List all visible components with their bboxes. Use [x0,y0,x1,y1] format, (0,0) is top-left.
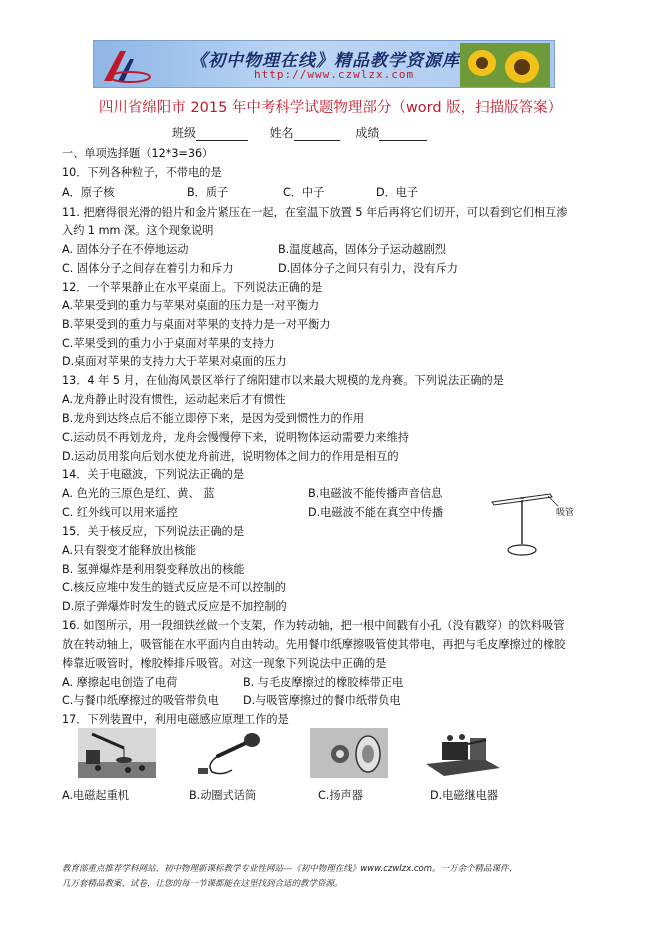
footer-line2: 几万套精品教案、试卷，让您的每一节课都能在这里找到合适的教学资源。 [62,879,343,889]
q10-option-c: C．中子 [283,186,325,199]
q10-option-a: A．原子核 [62,186,115,199]
moving-coil-microphone-image [192,728,272,778]
q11-stem-line2: 入约 1 mm 深。这个现象说明 [62,224,214,237]
q11-option-d: D.固体分子之间只有引力，没有斥力 [278,262,458,275]
q14-option-c: C. 红外线可以用来遥控 [62,506,178,519]
q16-option-c: C.与餐巾纸摩擦过的吸管带负电 [62,694,219,707]
q17-option-b: B.动圈式话筒 [189,789,257,802]
q14-option-d: D.电磁波不能在真空中传播 [308,506,444,519]
student-info-line [172,124,427,141]
q12-option-c: C.苹果受到的重力小于桌面对苹果的支持力 [62,337,275,350]
q13-option-d: D.运动员用浆向后划水使龙舟前进，说明物体之间力的作用是相互的 [62,450,399,463]
class-blank [196,128,248,141]
q11-option-b: B.温度越高，固体分子运动越剧烈 [278,243,446,256]
name-blank [294,128,340,141]
straw-figure-label: 吸管 [556,508,575,518]
q13-option-c: C.运动员不再划龙舟，龙舟会慢慢停下来，说明物体运动需要力来维持 [62,431,409,444]
q15-option-a: A.只有裂变才能释放出核能 [62,544,197,557]
q17-option-a: A.电磁起重机 [62,789,129,802]
q13-option-b: B.龙舟到达终点后不能立即停下来，是因为受到惯性力的作用 [62,412,365,425]
q10-option-d: D．电子 [376,186,419,199]
sunflower-image [460,43,550,87]
banner-title: 《初中物理在线》精品教学资源库 [190,51,460,71]
q13-option-a: A.龙舟静止时没有惯性，运动起来后才有惯性 [62,393,286,406]
score-label: 成绩 [355,126,380,140]
q16-option-d: D.与吸管摩擦过的餐巾纸带负电 [243,694,401,707]
q15-option-b: B. 氢弹爆炸是利用裂变释放出的核能 [62,563,245,576]
q16-stem-line2: 放在转动轴上，吸管能在水平面内自由转动。先用餐巾纸摩擦吸管使其带电，再把与毛皮摩擦过的橡胶 [62,638,566,651]
q13-stem: 13．4 年 5 月，在仙海风景区举行了绵阳建市以来最大规模的龙舟赛。下列说法正确的是 [62,374,504,387]
q16-option-a: A. 摩擦起电创造了电荷 [62,676,178,689]
q16-option-b: B. 与毛皮摩擦过的橡胶棒带正电 [243,676,404,689]
q12-stem: 12．一个苹果静止在水平桌面上。下列说法正确的是 [62,281,323,294]
q10-option-b: B．质子 [187,186,229,199]
name-label: 姓名 [269,126,294,140]
q14-option-a: A. 色光的三原色是红、黄、 蓝 [62,487,215,500]
class-label: 班级 [172,126,197,140]
site-logo [100,45,152,85]
q15-option-d: D.原子弹爆炸时发生的链式反应是不加控制的 [62,600,287,613]
q17-stem: 17．下列装置中，利用电磁感应原理工作的是 [62,713,289,726]
q11-stem-line1: 11. 把磨得很光滑的铅片和金片紧压在一起，在室温下放置 5 年后再将它们切开，可以看到它们相互渗 [62,206,568,219]
q17-option-d: D.电磁继电器 [430,789,499,802]
section-title: 一、单项选择题（12*3=36） [62,147,214,160]
q16-stem-line3: 棒靠近吸管时，橡胶棒排斥吸管。对这一现象下列说法中正确的是 [62,657,387,670]
straw-apparatus-figure [488,476,592,562]
page-footer [62,862,622,892]
q11-option-a: A. 固体分子在不停地运动 [62,243,189,256]
q12-option-a: A.苹果受到的重力与苹果对桌面的压力是一对平衡力 [62,299,320,312]
document-title: 四川省绵阳市 2015 年中考科学试题物理部分（word 版，扫描版答案） [98,100,563,116]
q14-stem: 14．关于电磁波，下列说法正确的是 [62,468,245,481]
loudspeaker-image [310,728,388,778]
q16-stem-line1: 16. 如图所示，用一段细铁丝做一个支架，作为转动轴，把一根中间戳有小孔（没有戳穿）的饮料吸管 [62,619,565,632]
score-blank [379,128,427,141]
q11-option-c: C. 固体分子之间存在着引力和斥力 [62,262,234,275]
q14-option-b: B.电磁波不能传播声音信息 [308,487,443,500]
q17-option-c: C.扬声器 [318,789,363,802]
footer-line1: 教育部重点推荐学科网站、初中物理新课标教学专业性网站---《初中物理在线》www.czwlzx.com。一万余个精品课件、 [62,864,518,874]
electromagnetic-crane-image [78,728,156,778]
electromagnetic-relay-image [422,728,504,778]
q15-stem: 15．关于核反应，下列说法正确的是 [62,525,245,538]
banner-url: http://www.czwlzx.com [254,68,415,81]
q12-option-b: B.苹果受到的重力与桌面对苹果的支持力是一对平衡力 [62,318,331,331]
header-banner [93,40,555,88]
q12-option-d: D.桌面对苹果的支持力大于苹果对桌面的压力 [62,355,287,368]
q15-option-c: C.核反应堆中发生的链式反应是不可以控制的 [62,581,286,594]
q10-stem: 10．下列各种粒子，不带电的是 [62,166,222,179]
